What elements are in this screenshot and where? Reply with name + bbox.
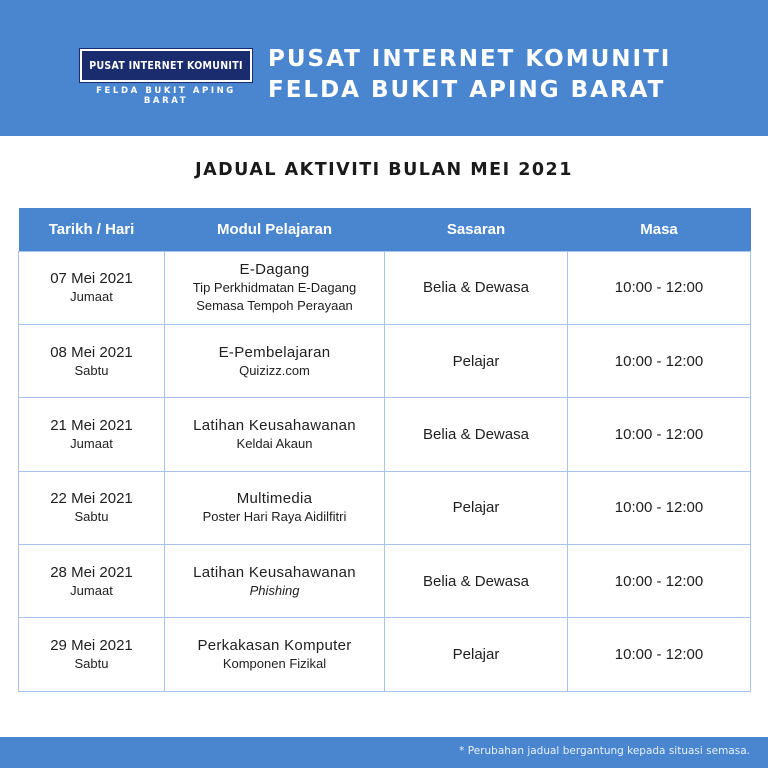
row-module: E-Dagang: [239, 261, 310, 279]
date-cell: [19, 545, 165, 618]
row-time: 10:00 - 12:00: [568, 618, 751, 691]
row-day: Jumaat: [70, 435, 113, 451]
row-date: 07 Mei 2021: [50, 270, 133, 288]
row-date: 28 Mei 2021: [50, 563, 133, 581]
column-header-time: Masa: [568, 208, 751, 251]
row-day: Sabtu: [74, 362, 109, 378]
row-module: Latihan Keusahawanan: [193, 416, 356, 434]
row-module: Perkakasan Komputer: [197, 637, 352, 655]
row-target: Belia & Dewasa: [385, 545, 568, 618]
row-date: 29 Mei 2021: [50, 637, 133, 655]
module-cell: [165, 251, 385, 324]
row-date: 21 Mei 2021: [50, 416, 133, 434]
table-row: [19, 618, 751, 691]
header-title: [268, 44, 671, 106]
row-date: 08 Mei 2021: [50, 343, 133, 361]
row-time: 10:00 - 12:00: [568, 545, 751, 618]
row-target: Belia & Dewasa: [385, 398, 568, 471]
row-module: Latihan Keusahawanan: [193, 563, 356, 581]
row-time: 10:00 - 12:00: [568, 251, 751, 324]
header-banner: [0, 0, 768, 136]
header-title-line1: PUSAT INTERNET KOMUNITI: [268, 46, 672, 72]
column-header-module: Modul Pelajaran: [165, 208, 385, 251]
row-target: Pelajar: [385, 471, 568, 544]
column-header-target: Sasaran: [385, 208, 568, 251]
row-module-detail: Komponen Fizikal: [222, 656, 327, 672]
table-row: [19, 545, 751, 618]
table-row: [19, 324, 751, 397]
row-module-detail: Phishing: [249, 582, 300, 598]
row-target: Belia & Dewasa: [385, 251, 568, 324]
logo-title: PUSAT INTERNET KOMUNITI: [80, 49, 252, 82]
table-row: [19, 251, 751, 324]
row-time: 10:00 - 12:00: [568, 324, 751, 397]
logo-subtitle: FELDA BUKIT APING BARAT: [96, 86, 236, 106]
row-module-detail: Poster Hari Raya Aidilfitri: [202, 509, 347, 525]
date-cell: [19, 471, 165, 544]
module-cell: [165, 618, 385, 691]
date-cell: [19, 398, 165, 471]
row-target: Pelajar: [385, 618, 568, 691]
row-day: Sabtu: [74, 509, 109, 525]
column-header-date: Tarikh / Hari: [19, 208, 165, 251]
row-day: Sabtu: [74, 656, 109, 672]
table-row: [19, 398, 751, 471]
date-cell: [19, 324, 165, 397]
row-time: 10:00 - 12:00: [568, 398, 751, 471]
footer-note: * Perubahan jadual bergantung kepada situasi semasa.: [459, 745, 750, 757]
date-cell: [19, 618, 165, 691]
row-module-detail: Tip Perkhidmatan E-Dagang: [192, 280, 357, 296]
row-module-detail: Quizizz.com: [239, 362, 310, 378]
row-module-detail: Keldai Akaun: [236, 435, 313, 451]
module-cell: [165, 545, 385, 618]
row-module: Multimedia: [236, 490, 313, 508]
row-module-detail: Semasa Tempoh Perayaan: [196, 298, 353, 314]
activity-schedule-table: [18, 208, 751, 692]
row-date: 22 Mei 2021: [50, 490, 133, 508]
pik-logo: [80, 49, 252, 106]
header-title-line2: FELDA BUKIT APING BARAT: [268, 77, 666, 103]
row-time: 10:00 - 12:00: [568, 471, 751, 544]
date-cell: [19, 251, 165, 324]
footer-banner: [0, 737, 768, 768]
row-module: E-Pembelajaran: [218, 343, 331, 361]
row-day: Jumaat: [70, 582, 113, 598]
module-cell: [165, 398, 385, 471]
module-cell: [165, 324, 385, 397]
table-header: [19, 208, 751, 251]
row-day: Jumaat: [70, 289, 113, 305]
schedule-title: JADUAL AKTIVITI BULAN MEI 2021: [195, 160, 573, 180]
row-target: Pelajar: [385, 324, 568, 397]
module-cell: [165, 471, 385, 544]
table-row: [19, 471, 751, 544]
